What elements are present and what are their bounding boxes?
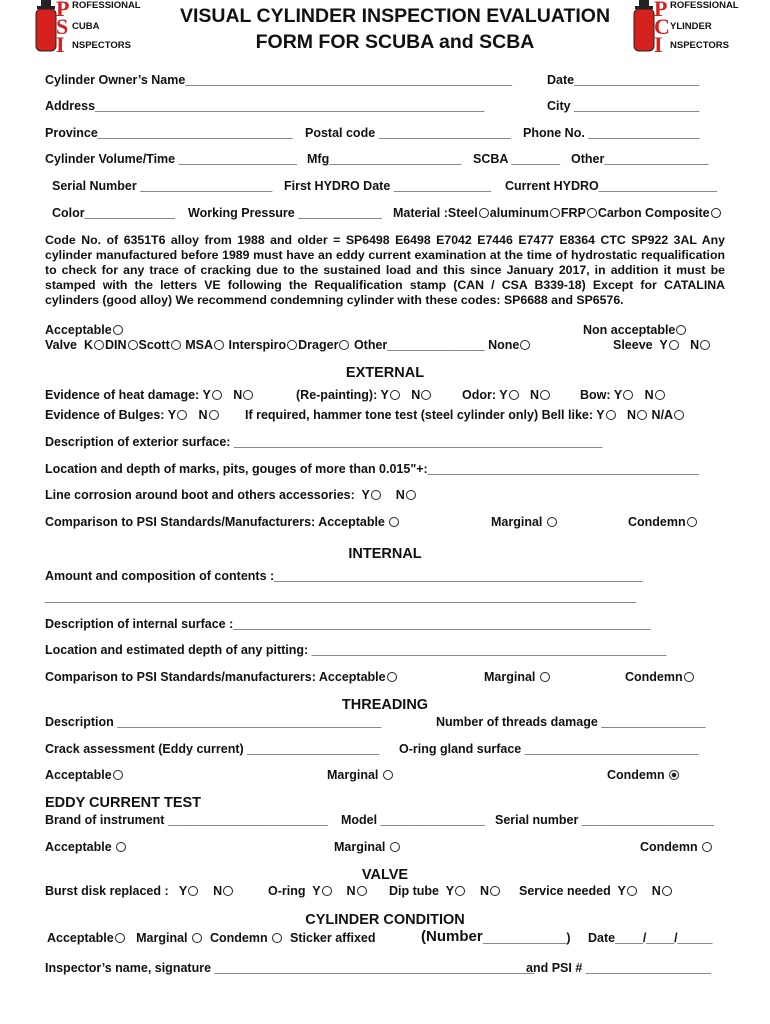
- line-corrosion-label: Line corrosion around boot and others accessories:: [45, 488, 355, 502]
- valve-drager-radio[interactable]: [339, 340, 349, 350]
- dip-tube-n-label: N: [479, 884, 490, 898]
- hammer-test-group: [245, 409, 685, 422]
- heat-damage-group: [45, 389, 254, 402]
- condition-date-field[interactable]: Date____/____/_____: [588, 931, 713, 945]
- condition-acceptable-label: Acceptable: [47, 931, 114, 945]
- line-corrosion-n-radio[interactable]: [406, 490, 416, 500]
- material-aluminum-radio[interactable]: [550, 208, 560, 218]
- odor-n-label: N: [530, 388, 540, 402]
- valve-acceptable-option: [45, 324, 124, 337]
- burst-disk-y-label: Y: [178, 884, 188, 898]
- eddy-current-heading: EDDY CURRENT TEST: [45, 795, 202, 811]
- cylinder-volume-field[interactable]: Cylinder Volume/Time _________________: [45, 152, 297, 166]
- oring-label: O-ring: [268, 884, 306, 898]
- repainting-n-radio[interactable]: [421, 390, 431, 400]
- color-field[interactable]: Color_____________: [52, 206, 176, 220]
- internal-comparison-label: Comparison to PSI Standards/manufacturers: Acceptable: [45, 670, 386, 684]
- thread-description-field[interactable]: Description ______________________________________: [45, 715, 382, 729]
- external-condemn-radio[interactable]: [687, 517, 697, 527]
- burst-disk-group: [45, 885, 234, 898]
- odor-y-label: Y: [499, 388, 508, 402]
- date-field[interactable]: Date__________________: [547, 73, 700, 87]
- eddy-condemn-radio[interactable]: [702, 842, 712, 852]
- heat-damage-label: Evidence of heat damage:: [45, 388, 200, 402]
- city-field[interactable]: City __________________: [547, 99, 700, 113]
- burst-disk-y-radio[interactable]: [188, 886, 198, 896]
- condition-options: [47, 932, 376, 945]
- marks-depth-field[interactable]: Location and depth of marks, pits, gouges of more than 0.015"+:_______________________________________: [45, 462, 699, 476]
- bulges-y-radio[interactable]: [177, 410, 187, 420]
- repainting-y-label: Y: [380, 388, 389, 402]
- bow-group: [580, 389, 666, 402]
- internal-condemn-radio[interactable]: [684, 672, 694, 682]
- service-needed-y-label: Y: [617, 884, 626, 898]
- valve-non-acceptable-option: [583, 324, 687, 337]
- valve-other-field[interactable]: Other______________: [353, 338, 485, 352]
- external-condemn-label: Condemn: [628, 515, 686, 529]
- material-steel-label: Steel: [447, 206, 478, 220]
- valve-k-radio[interactable]: [94, 340, 104, 350]
- repainting-y-radio[interactable]: [390, 390, 400, 400]
- logo-left: [34, 0, 144, 57]
- logo-word-2: CUBA: [72, 21, 100, 32]
- internal-condemn-option: [625, 671, 695, 684]
- internal-condemn-label: Condemn: [625, 670, 683, 684]
- sticker-affixed-label: Sticker affixed: [290, 931, 376, 945]
- repainting-label: (Re-painting):: [296, 388, 378, 402]
- threading-acceptable-option: [45, 769, 124, 782]
- sticker-number-open: (Number: [421, 928, 483, 945]
- valve-msa-label: MSA: [185, 338, 214, 352]
- dip-tube-n-radio[interactable]: [490, 886, 500, 896]
- threading-condemn-radio[interactable]: [669, 770, 679, 780]
- oring-n-label: N: [346, 884, 356, 898]
- odor-label: Odor:: [462, 388, 497, 402]
- material-carbon-radio[interactable]: [711, 208, 721, 218]
- bulges-y-label: Y: [167, 408, 177, 422]
- logo-letter-2: S: [56, 14, 69, 39]
- valve-label: Valve: [45, 338, 77, 352]
- valve-interspiro-label: Interspiro: [228, 338, 287, 352]
- eddy-condemn-label: Condemn: [640, 840, 698, 854]
- external-comparison-group: [45, 516, 400, 529]
- external-heading: EXTERNAL: [345, 365, 425, 381]
- postal-code-field[interactable]: Postal code ___________________: [305, 126, 511, 140]
- valve-acceptable-radio[interactable]: [113, 325, 123, 335]
- material-frp-radio[interactable]: [587, 208, 597, 218]
- threading-marginal-label: Marginal: [327, 768, 379, 782]
- oring-group: [268, 885, 368, 898]
- odor-n-radio[interactable]: [540, 390, 550, 400]
- hammer-test-label: If required, hammer tone test (steel cylinder only) Bell like:: [245, 408, 594, 422]
- sleeve-label: Sleeve: [613, 338, 653, 352]
- form-title: [150, 3, 640, 55]
- other-field[interactable]: Other_______________: [571, 152, 709, 166]
- form-title-line-1: VISUAL CYLINDER INSPECTION EVALUATION: [179, 5, 611, 27]
- threading-condemn-label: Condemn: [607, 768, 665, 782]
- odor-y-radio[interactable]: [509, 390, 519, 400]
- valve-none-label: None: [488, 338, 520, 352]
- logo-letter-1: P: [654, 0, 668, 21]
- material-frp-label: FRP: [560, 206, 586, 220]
- condition-acceptable-radio[interactable]: [115, 933, 125, 943]
- material-aluminum-label: aluminum: [489, 206, 549, 220]
- line-corrosion-n-label: N: [395, 488, 405, 502]
- burst-disk-label: Burst disk replaced :: [45, 884, 169, 898]
- eddy-acceptable-radio[interactable]: [116, 842, 126, 852]
- psi-number-field[interactable]: and PSI # __________________: [526, 961, 711, 975]
- threading-heading: THREADING: [341, 697, 429, 713]
- line-corrosion-group: [45, 489, 417, 502]
- internal-heading: INTERNAL: [348, 546, 422, 562]
- hammer-n-radio[interactable]: [637, 410, 647, 420]
- hammer-na-label: N/A: [651, 408, 674, 422]
- working-pressure-field[interactable]: Working Pressure ____________: [188, 206, 382, 220]
- eddy-serial-field[interactable]: Serial number ___________________: [495, 813, 714, 827]
- internal-marginal-option: [484, 671, 551, 684]
- alloy-code-note: Code No. of 6351T6 alloy from 1988 and older = SP6498 E6498 E7042 E7446 E7477 E8364 CTC SP922 3AL Any cylinder manufactured before 1989 must have an eddy current examination at the time of hydrostatic requalification to check for any trace of cracking due to the sustained load and this since January 2017, in addition it must be stamped with the letters VE following the Requalification stamp (CAN / CSA B339-18) Except for CATALINA cylinders (good alloy) We recommend condemning cylinder with these codes: SP6688 and SP6576.: [45, 233, 725, 307]
- inspector-signature-field[interactable]: Inspector’s name, signature ______________________________________________: [45, 961, 535, 975]
- internal-marginal-label: Marginal: [484, 670, 536, 684]
- sticker-number-field[interactable]: ____________): [483, 931, 571, 945]
- condition-condemn-radio[interactable]: [272, 933, 282, 943]
- line-corrosion-y-label: Y: [361, 488, 370, 502]
- line-corrosion-y-radio[interactable]: [371, 490, 381, 500]
- service-needed-n-radio[interactable]: [662, 886, 672, 896]
- dip-tube-y-radio[interactable]: [455, 886, 465, 896]
- valve-scott-label: Scott: [138, 338, 170, 352]
- material-label: Material :: [393, 206, 448, 220]
- sleeve-n-label: N: [690, 338, 700, 352]
- oring-y-radio[interactable]: [322, 886, 332, 896]
- logo-letter-2: C: [654, 14, 670, 39]
- crack-assessment-field[interactable]: Crack assessment (Eddy current) ___________________: [45, 742, 380, 756]
- bulges-group: [45, 409, 220, 422]
- contents-field-line-2[interactable]: _____________________________________________________________________________________: [45, 590, 636, 604]
- material-group: [393, 207, 722, 220]
- oring-gland-field[interactable]: O-ring gland surface _________________________: [399, 742, 699, 756]
- sleeve-n-radio[interactable]: [700, 340, 710, 350]
- external-condemn-option: [628, 516, 698, 529]
- eddy-condemn-option: [640, 841, 713, 854]
- threads-damage-field[interactable]: Number of threads damage _______________: [436, 715, 706, 729]
- current-hydro-field[interactable]: Current HYDRO_________________: [505, 179, 717, 193]
- bow-label: Bow:: [580, 388, 611, 402]
- pitting-field[interactable]: Location and estimated depth of any pitting: ___________________________________________________: [45, 643, 667, 657]
- logo-word-2: YLINDER: [670, 21, 712, 32]
- cylinder-condition-heading: CYLINDER CONDITION: [305, 912, 465, 928]
- internal-surface-field[interactable]: Description of internal surface :____________________________________________________________: [45, 617, 651, 631]
- logo-word-3: NSPECTORS: [670, 40, 729, 51]
- bow-n-radio[interactable]: [655, 390, 665, 400]
- threading-condemn-option: [607, 769, 680, 782]
- internal-comparison-group: [45, 671, 398, 684]
- external-marginal-label: Marginal: [491, 515, 543, 529]
- valve-drager-label: Drager: [298, 338, 339, 352]
- hammer-y-label: Y: [596, 408, 605, 422]
- hammer-na-radio[interactable]: [674, 410, 684, 420]
- condition-marginal-radio[interactable]: [192, 933, 202, 943]
- oring-y-label: Y: [312, 884, 321, 898]
- burst-disk-n-radio[interactable]: [223, 886, 233, 896]
- bulges-n-radio[interactable]: [209, 410, 219, 420]
- eddy-marginal-radio[interactable]: [390, 842, 400, 852]
- heat-damage-n-radio[interactable]: [243, 390, 253, 400]
- threading-marginal-option: [327, 769, 394, 782]
- logo-letter-1: P: [56, 0, 70, 21]
- external-marginal-radio[interactable]: [547, 517, 557, 527]
- repainting-group: [296, 389, 432, 402]
- province-field[interactable]: Province____________________________: [45, 126, 293, 140]
- valve-din-radio[interactable]: [128, 340, 138, 350]
- model-field[interactable]: Model _______________: [341, 813, 485, 827]
- valve-scott-radio[interactable]: [171, 340, 181, 350]
- service-needed-n-label: N: [651, 884, 661, 898]
- address-field[interactable]: Address________________________________________________________: [45, 99, 485, 113]
- external-acceptable-radio[interactable]: [389, 517, 399, 527]
- external-marginal-option: [491, 516, 558, 529]
- logo-right: [632, 0, 742, 57]
- material-carbon-label: Carbon Composite: [597, 206, 710, 220]
- threading-acceptable-radio[interactable]: [113, 770, 123, 780]
- valve-interspiro-radio[interactable]: [287, 340, 297, 350]
- logo-letter-3: I: [654, 32, 663, 57]
- external-comparison-label: Comparison to PSI Standards/Manufacturers: Acceptable: [45, 515, 385, 529]
- dip-tube-label: Dip tube: [389, 884, 439, 898]
- condition-condemn-label: Condemn: [209, 931, 268, 945]
- valve-none-radio[interactable]: [520, 340, 530, 350]
- contents-field[interactable]: Amount and composition of contents :_____________________________________________________: [45, 569, 643, 583]
- internal-marginal-radio[interactable]: [540, 672, 550, 682]
- sleeve-y-label: Y: [659, 338, 668, 352]
- eddy-marginal-label: Marginal: [334, 840, 386, 854]
- threading-acceptable-label: Acceptable: [45, 768, 112, 782]
- instrument-brand-field[interactable]: Brand of instrument _______________________: [45, 813, 328, 827]
- service-needed-label: Service needed: [519, 884, 611, 898]
- bow-y-label: Y: [613, 388, 623, 402]
- acceptable-label: Acceptable: [45, 323, 112, 337]
- bulges-n-label: N: [198, 408, 208, 422]
- logo-word-1: ROFESSIONAL: [670, 0, 739, 11]
- repainting-n-label: N: [411, 388, 421, 402]
- valve-non-acceptable-radio[interactable]: [676, 325, 686, 335]
- exterior-surface-field[interactable]: Description of exterior surface: _____________________________________________________: [45, 435, 603, 449]
- dip-tube-group: [389, 885, 501, 898]
- phone-field[interactable]: Phone No. ________________: [523, 126, 700, 140]
- service-needed-group: [519, 885, 673, 898]
- first-hydro-field[interactable]: First HYDRO Date ______________: [284, 179, 492, 193]
- oring-n-radio[interactable]: [357, 886, 367, 896]
- dip-tube-y-label: Y: [445, 884, 455, 898]
- form-title-line-2: FORM FOR SCUBA and SCBA: [255, 31, 535, 53]
- logo-word-1: ROFESSIONAL: [72, 0, 141, 11]
- internal-acceptable-radio[interactable]: [387, 672, 397, 682]
- condition-marginal-label: Marginal: [136, 931, 188, 945]
- bow-n-label: N: [644, 388, 654, 402]
- valve-type-group: [45, 339, 531, 352]
- eddy-marginal-option: [334, 841, 401, 854]
- heat-damage-y-radio[interactable]: [212, 390, 222, 400]
- serial-number-field[interactable]: Serial Number ___________________: [52, 179, 273, 193]
- hammer-y-radio[interactable]: [606, 410, 616, 420]
- service-needed-y-radio[interactable]: [627, 886, 637, 896]
- mfg-field[interactable]: Mfg___________________: [307, 152, 462, 166]
- scba-field[interactable]: SCBA _______: [473, 152, 561, 166]
- valve-k-label: K: [83, 338, 93, 352]
- non-acceptable-label: Non acceptable: [583, 323, 676, 337]
- eddy-acceptable-option: [45, 841, 127, 854]
- valve-heading: VALVE: [361, 867, 409, 883]
- heat-damage-n-label: N: [233, 388, 243, 402]
- heat-damage-y-label: Y: [202, 388, 211, 402]
- sleeve-group: [613, 339, 711, 352]
- odor-group: [462, 389, 551, 402]
- valve-msa-radio[interactable]: [214, 340, 224, 350]
- owner-name-field[interactable]: Cylinder Owner’s Name_______________________________________________: [45, 73, 513, 87]
- burst-disk-n-label: N: [213, 884, 223, 898]
- valve-din-label: DIN: [104, 338, 127, 352]
- bow-y-radio[interactable]: [623, 390, 633, 400]
- sleeve-y-radio[interactable]: [669, 340, 679, 350]
- hammer-n-label: N: [627, 408, 637, 422]
- eddy-acceptable-label: Acceptable: [45, 840, 112, 854]
- threading-marginal-radio[interactable]: [383, 770, 393, 780]
- logo-letter-3: I: [56, 32, 65, 57]
- logo-word-3: NSPECTORS: [72, 40, 131, 51]
- material-steel-radio[interactable]: [479, 208, 489, 218]
- bulges-label: Evidence of Bulges:: [45, 408, 165, 422]
